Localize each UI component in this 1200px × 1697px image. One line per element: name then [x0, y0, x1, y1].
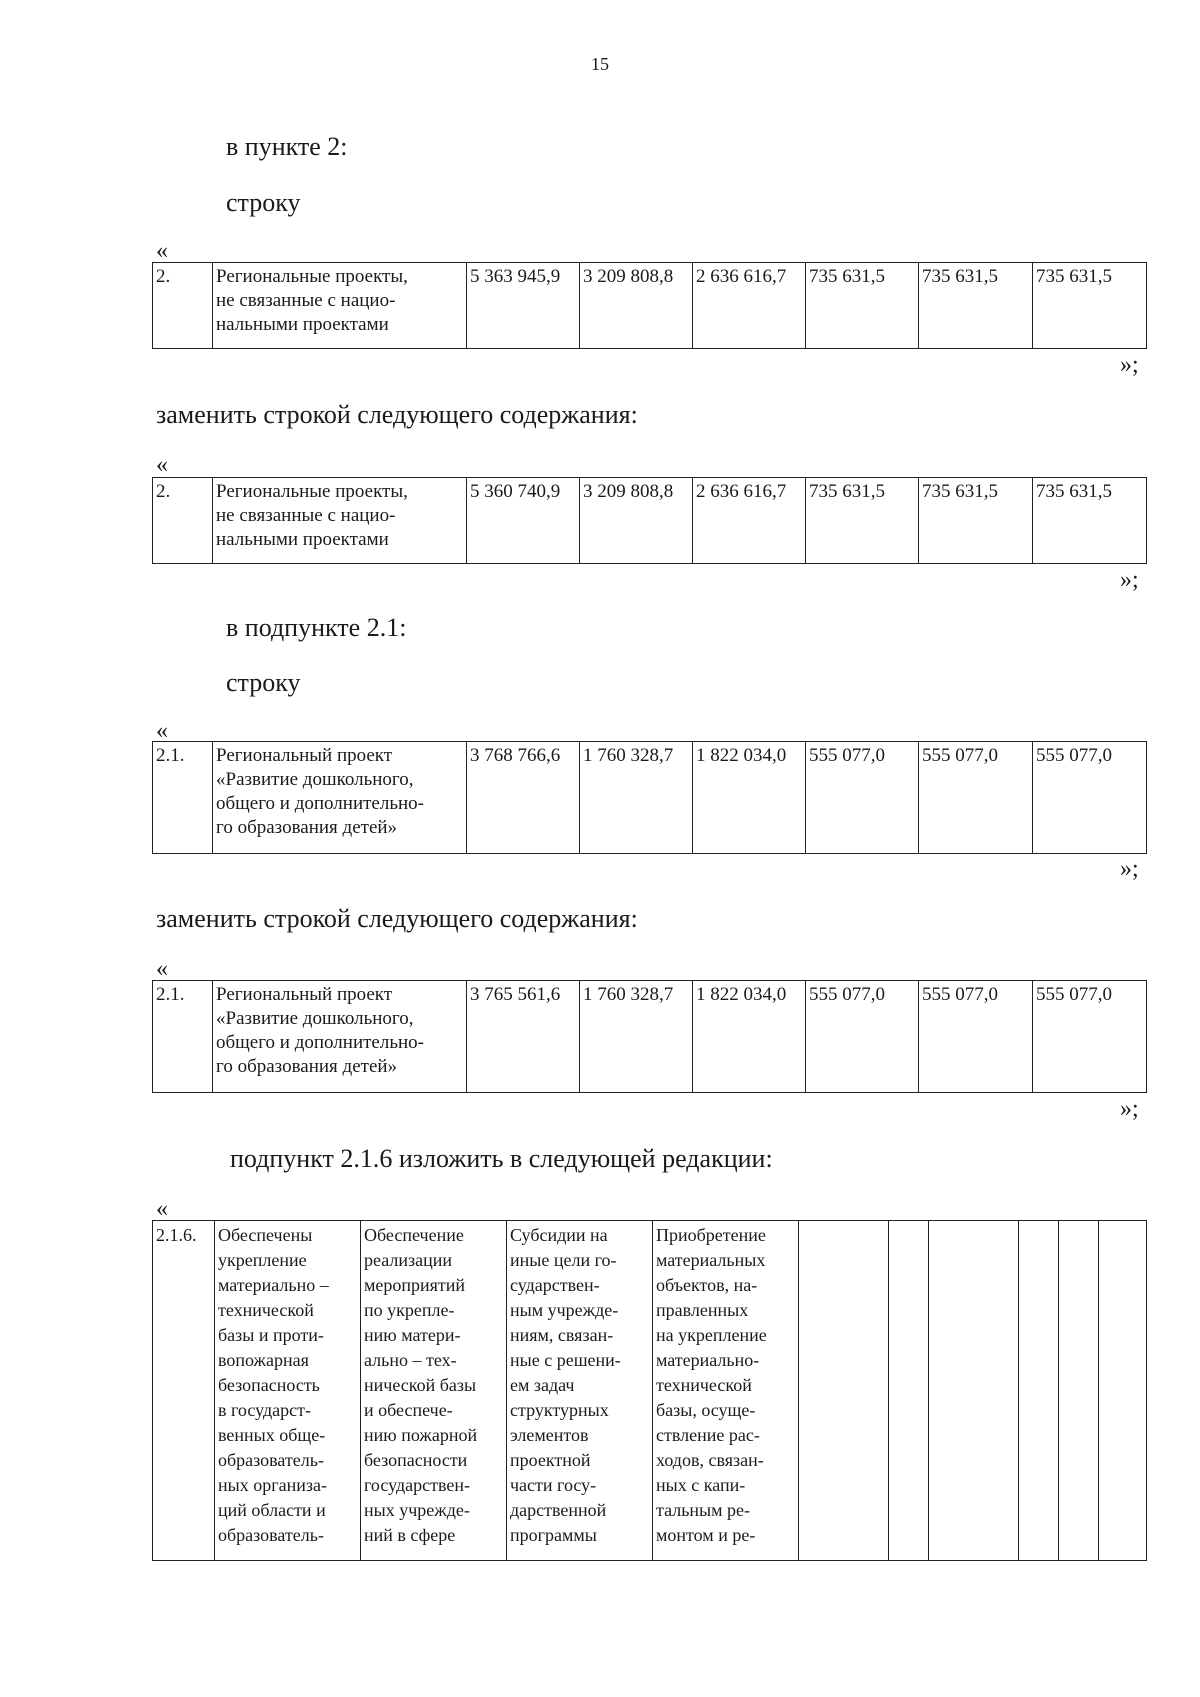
value-cell: 555 077,0: [806, 981, 919, 1093]
value-cell: 555 077,0: [1033, 981, 1147, 1093]
opening-quote: «: [156, 718, 168, 744]
paragraph-item-2: в пункте 2:: [226, 132, 348, 161]
paragraph-replace: заменить строкой следующего содержания:: [156, 904, 638, 933]
value-cell: 555 077,0: [806, 742, 919, 854]
table-row-2-1-6: [152, 1220, 1147, 1561]
result-cell: Обеспечены укрепление материально – технической базы и проти- вопожарная безопасность в государст- венных обще- образователь- ных организа- ций области и образователь-: [215, 1221, 361, 1561]
value-cell: 1 760 328,7: [580, 742, 693, 854]
opening-quote: «: [156, 956, 168, 982]
closing-quote: »;: [1120, 856, 1139, 882]
value-cell: 5 363 945,9: [467, 263, 580, 349]
empty-cell: [889, 1221, 929, 1561]
value-cell: 735 631,5: [806, 263, 919, 349]
value-cell: 3 768 766,6: [467, 742, 580, 854]
empty-cell: [1059, 1221, 1099, 1561]
value-cell: 735 631,5: [919, 478, 1033, 564]
opening-quote: «: [156, 452, 168, 478]
value-cell: 735 631,5: [919, 263, 1033, 349]
value-cell: 3 209 808,8: [580, 263, 693, 349]
table-row-2-old: [152, 262, 1147, 349]
value-cell: 1 822 034,0: [693, 981, 806, 1093]
value-cell: 1 822 034,0: [693, 742, 806, 854]
empty-cell: [929, 1221, 1019, 1561]
row-title: Региональный проект «Развитие дошкольного, общего и дополнительно- го образования детей»: [213, 742, 467, 854]
row-number: 2.: [153, 478, 213, 564]
value-cell: 555 077,0: [919, 981, 1033, 1093]
value-cell: 1 760 328,7: [580, 981, 693, 1093]
subsidy-cell: Субсидии на иные цели го- сударствен- ным учрежде- ниям, связан- ные с решени- ем задач структурных элементов проектной части госу- дарственной программы: [507, 1221, 653, 1561]
value-cell: 2 636 616,7: [693, 263, 806, 349]
closing-quote: »;: [1120, 352, 1139, 378]
empty-cell: [799, 1221, 889, 1561]
value-cell: 735 631,5: [1033, 263, 1147, 349]
row-title: Региональный проект «Развитие дошкольного, общего и дополнительно- го образования детей»: [213, 981, 467, 1093]
row-number: 2.1.: [153, 981, 213, 1093]
table-row-2-1-new: [152, 980, 1147, 1093]
row-title: Региональные проекты, не связанные с нацио- нальными проектами: [213, 478, 467, 564]
table-row-2-new: [152, 477, 1147, 564]
value-cell: 555 077,0: [1033, 742, 1147, 854]
row-number: 2.1.6.: [153, 1221, 215, 1561]
empty-cell: [1099, 1221, 1147, 1561]
value-cell: 735 631,5: [1033, 478, 1147, 564]
empty-cell: [1019, 1221, 1059, 1561]
paragraph-subitem-2-1-6: подпункт 2.1.6 изложить в следующей редакции:: [230, 1144, 773, 1173]
closing-quote: »;: [1120, 567, 1139, 593]
closing-quote: »;: [1120, 1096, 1139, 1122]
paragraph-row-label: строку: [226, 188, 301, 217]
row-number: 2.: [153, 263, 213, 349]
value-cell: 2 636 616,7: [693, 478, 806, 564]
opening-quote: «: [156, 1196, 168, 1222]
row-number: 2.1.: [153, 742, 213, 854]
value-cell: 735 631,5: [806, 478, 919, 564]
value-cell: 3 765 561,6: [467, 981, 580, 1093]
opening-quote: «: [156, 238, 168, 264]
value-cell: 555 077,0: [919, 742, 1033, 854]
page-number: 15: [591, 54, 609, 74]
paragraph-row-label: строку: [226, 668, 301, 697]
description-cell: Приобретение материальных объектов, на- правленных на укрепление материально- технической базы, осуще- ствление рас- ходов, связан- ных с капи- тальным ре- монтом и ре-: [653, 1221, 799, 1561]
value-cell: 3 209 808,8: [580, 478, 693, 564]
value-cell: 5 360 740,9: [467, 478, 580, 564]
row-title: Региональные проекты, не связанные с нацио- нальными проектами: [213, 263, 467, 349]
paragraph-replace: заменить строкой следующего содержания:: [156, 400, 638, 429]
measure-cell: Обеспечение реализации мероприятий по укрепле- нию матери- ально – тех- нической базы и обеспече- нию пожарной безопасности государствен- ных учрежде- ний в сфере: [361, 1221, 507, 1561]
paragraph-subitem-2-1: в подпункте 2.1:: [226, 613, 407, 642]
table-row-2-1-old: [152, 741, 1147, 854]
